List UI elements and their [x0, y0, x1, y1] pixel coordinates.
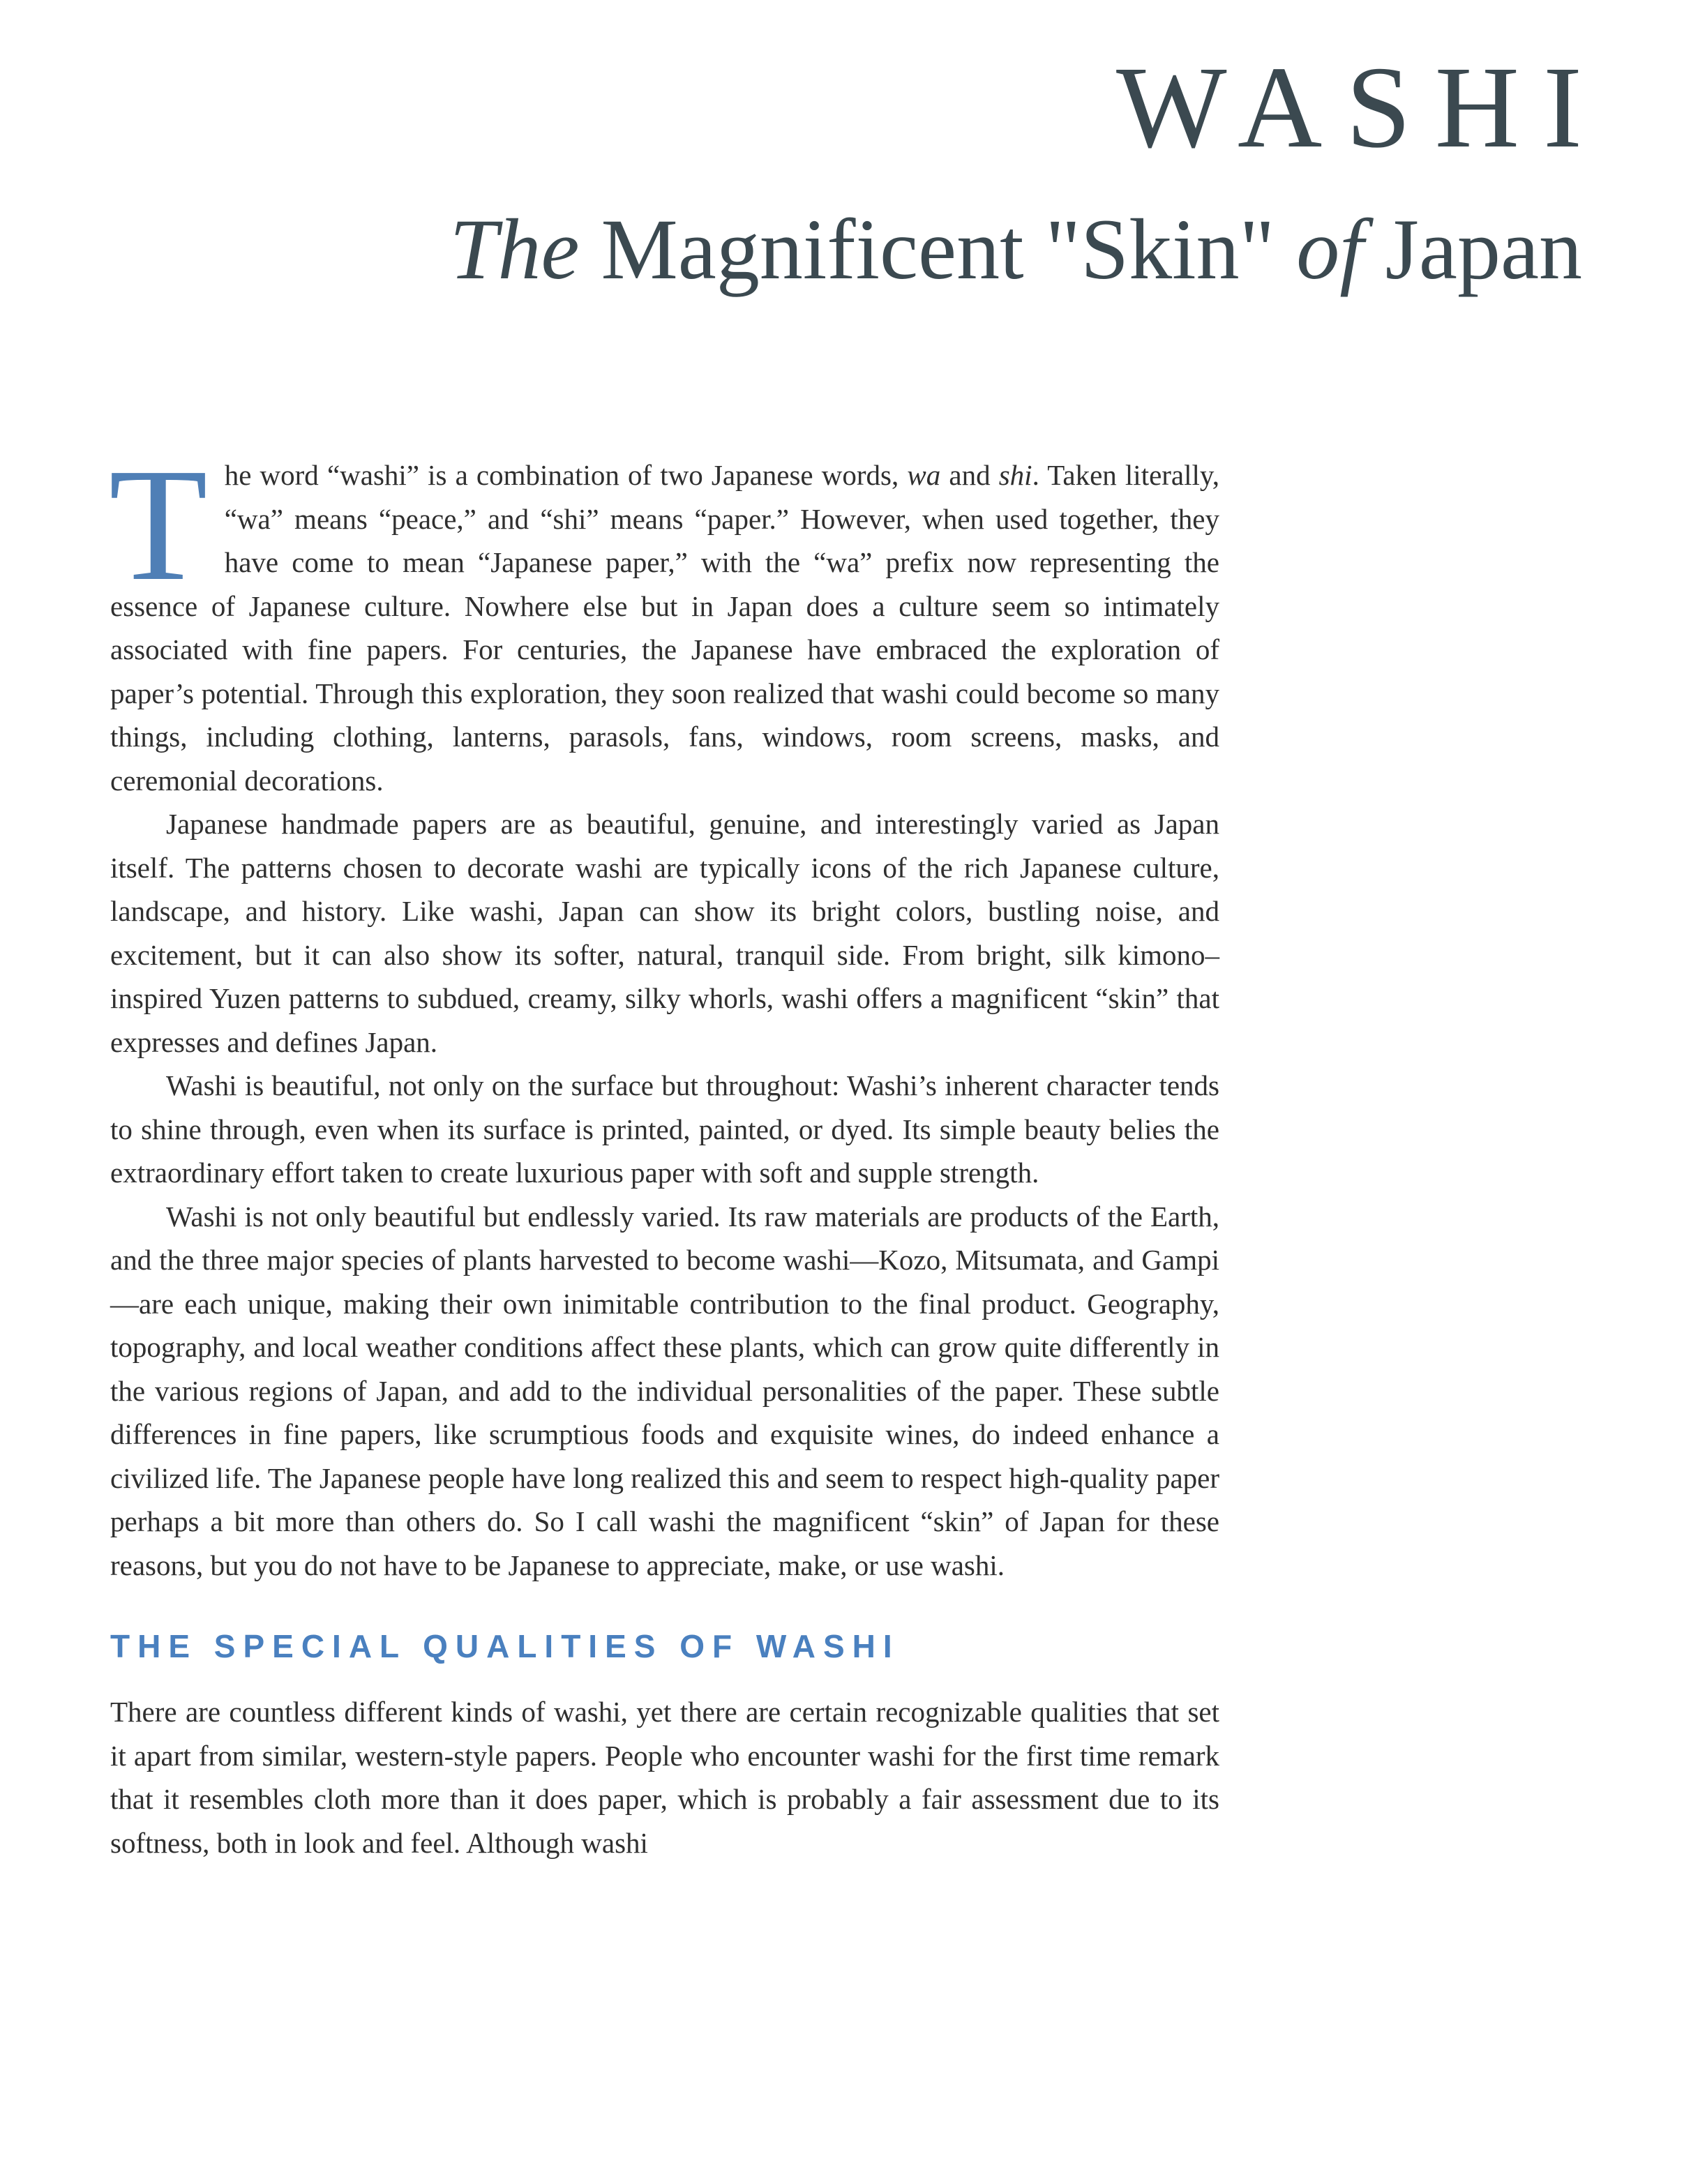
page-title: WASHI — [1116, 43, 1606, 172]
intro-text-a: he word “washi” is a combination of two Japanese words, — [224, 459, 908, 491]
intro-paragraph — [109, 435, 1220, 802]
body-paragraph: Washi is beautiful, not only on the surface but throughout: Washi’s inherent character tends to shine through, even when its surface is printed, painted, or dyed. Its simple beauty belies the extraordinary effort taken to create luxurious paper with soft and supple strength. — [110, 1069, 1219, 1189]
subtitle-magnificent-skin: Magnificent "Skin" — [601, 202, 1275, 297]
page-subtitle — [449, 202, 1582, 297]
article-body — [109, 435, 1220, 1865]
intro-word-wa: wa — [907, 459, 941, 491]
drop-cap: T — [109, 435, 208, 615]
intro-word-shi: shi — [998, 459, 1032, 491]
subtitle-of: of — [1296, 202, 1364, 297]
subtitle-the: The — [449, 202, 580, 297]
body-paragraph: Japanese handmade papers are as beautiful, genuine, and interestingly varied as Japan itself. The patterns chosen to decorate washi are typically icons of the rich Japanese culture, landscape, and history. Like washi, Japan can show its bright colors, bustling noise, and excitement, but it can also show its softer, natural, tranquil side. From bright, silk kimono–inspired Yuzen patterns to subdued, creamy, silky whorls, washi offers a magnificent “skin” that expresses and defines Japan. — [110, 808, 1219, 1058]
section-paragraph: There are countless different kinds of washi, yet there are certain recognizable qualities that set it apart from similar, western-style papers. People who encounter washi for the first time remark that it resembles cloth more than it does paper, which is probably a fair assessment due to its softness, both in look and feel. Although washi — [110, 1696, 1219, 1859]
intro-text-b: and — [940, 459, 999, 491]
body-paragraph: Washi is not only beautiful but endlessly varied. Its raw materials are products of the Earth, and the three major species of plants harvested to become washi—Kozo, Mitsumata, and Gampi—are each unique, making their own inimitable contribution to the final product. Geography, topography, and local weather conditions affect these plants, which can grow quite differently in the various regions of Japan, and add to the individual personalities of the paper. These subtle differences in fine papers, like scrumptious foods and exquisite wines, do indeed enhance a civilized life. The Japanese people have long realized this and seem to respect high-quality paper perhaps a bit more than others do. So I call washi the magnificent “skin” of Japan for these reasons, but you do not have to be Japanese to appreciate, make, or use washi. — [110, 1200, 1219, 1581]
title-block — [449, 43, 1606, 297]
section-heading: THE SPECIAL QUALITIES OF WASHI — [110, 1628, 900, 1664]
intro-text-c: . Taken literally, “wa” means “peace,” and “shi” means “paper.” However, when used together, they have come to mean “Japanese paper,” with the “wa” prefix now representing the essence of Japanese culture. Nowhere else but in Japan does a culture seem so intimately associated with fine papers. For centuries, the Japanese have embraced the exploration of paper’s potential. Through this exploration, they soon realized that washi could become so many things, including clothing, lanterns, parasols, fans, windows, room screens, masks, and ceremonial decorations. — [110, 459, 1220, 797]
subtitle-japan: Japan — [1385, 202, 1582, 297]
